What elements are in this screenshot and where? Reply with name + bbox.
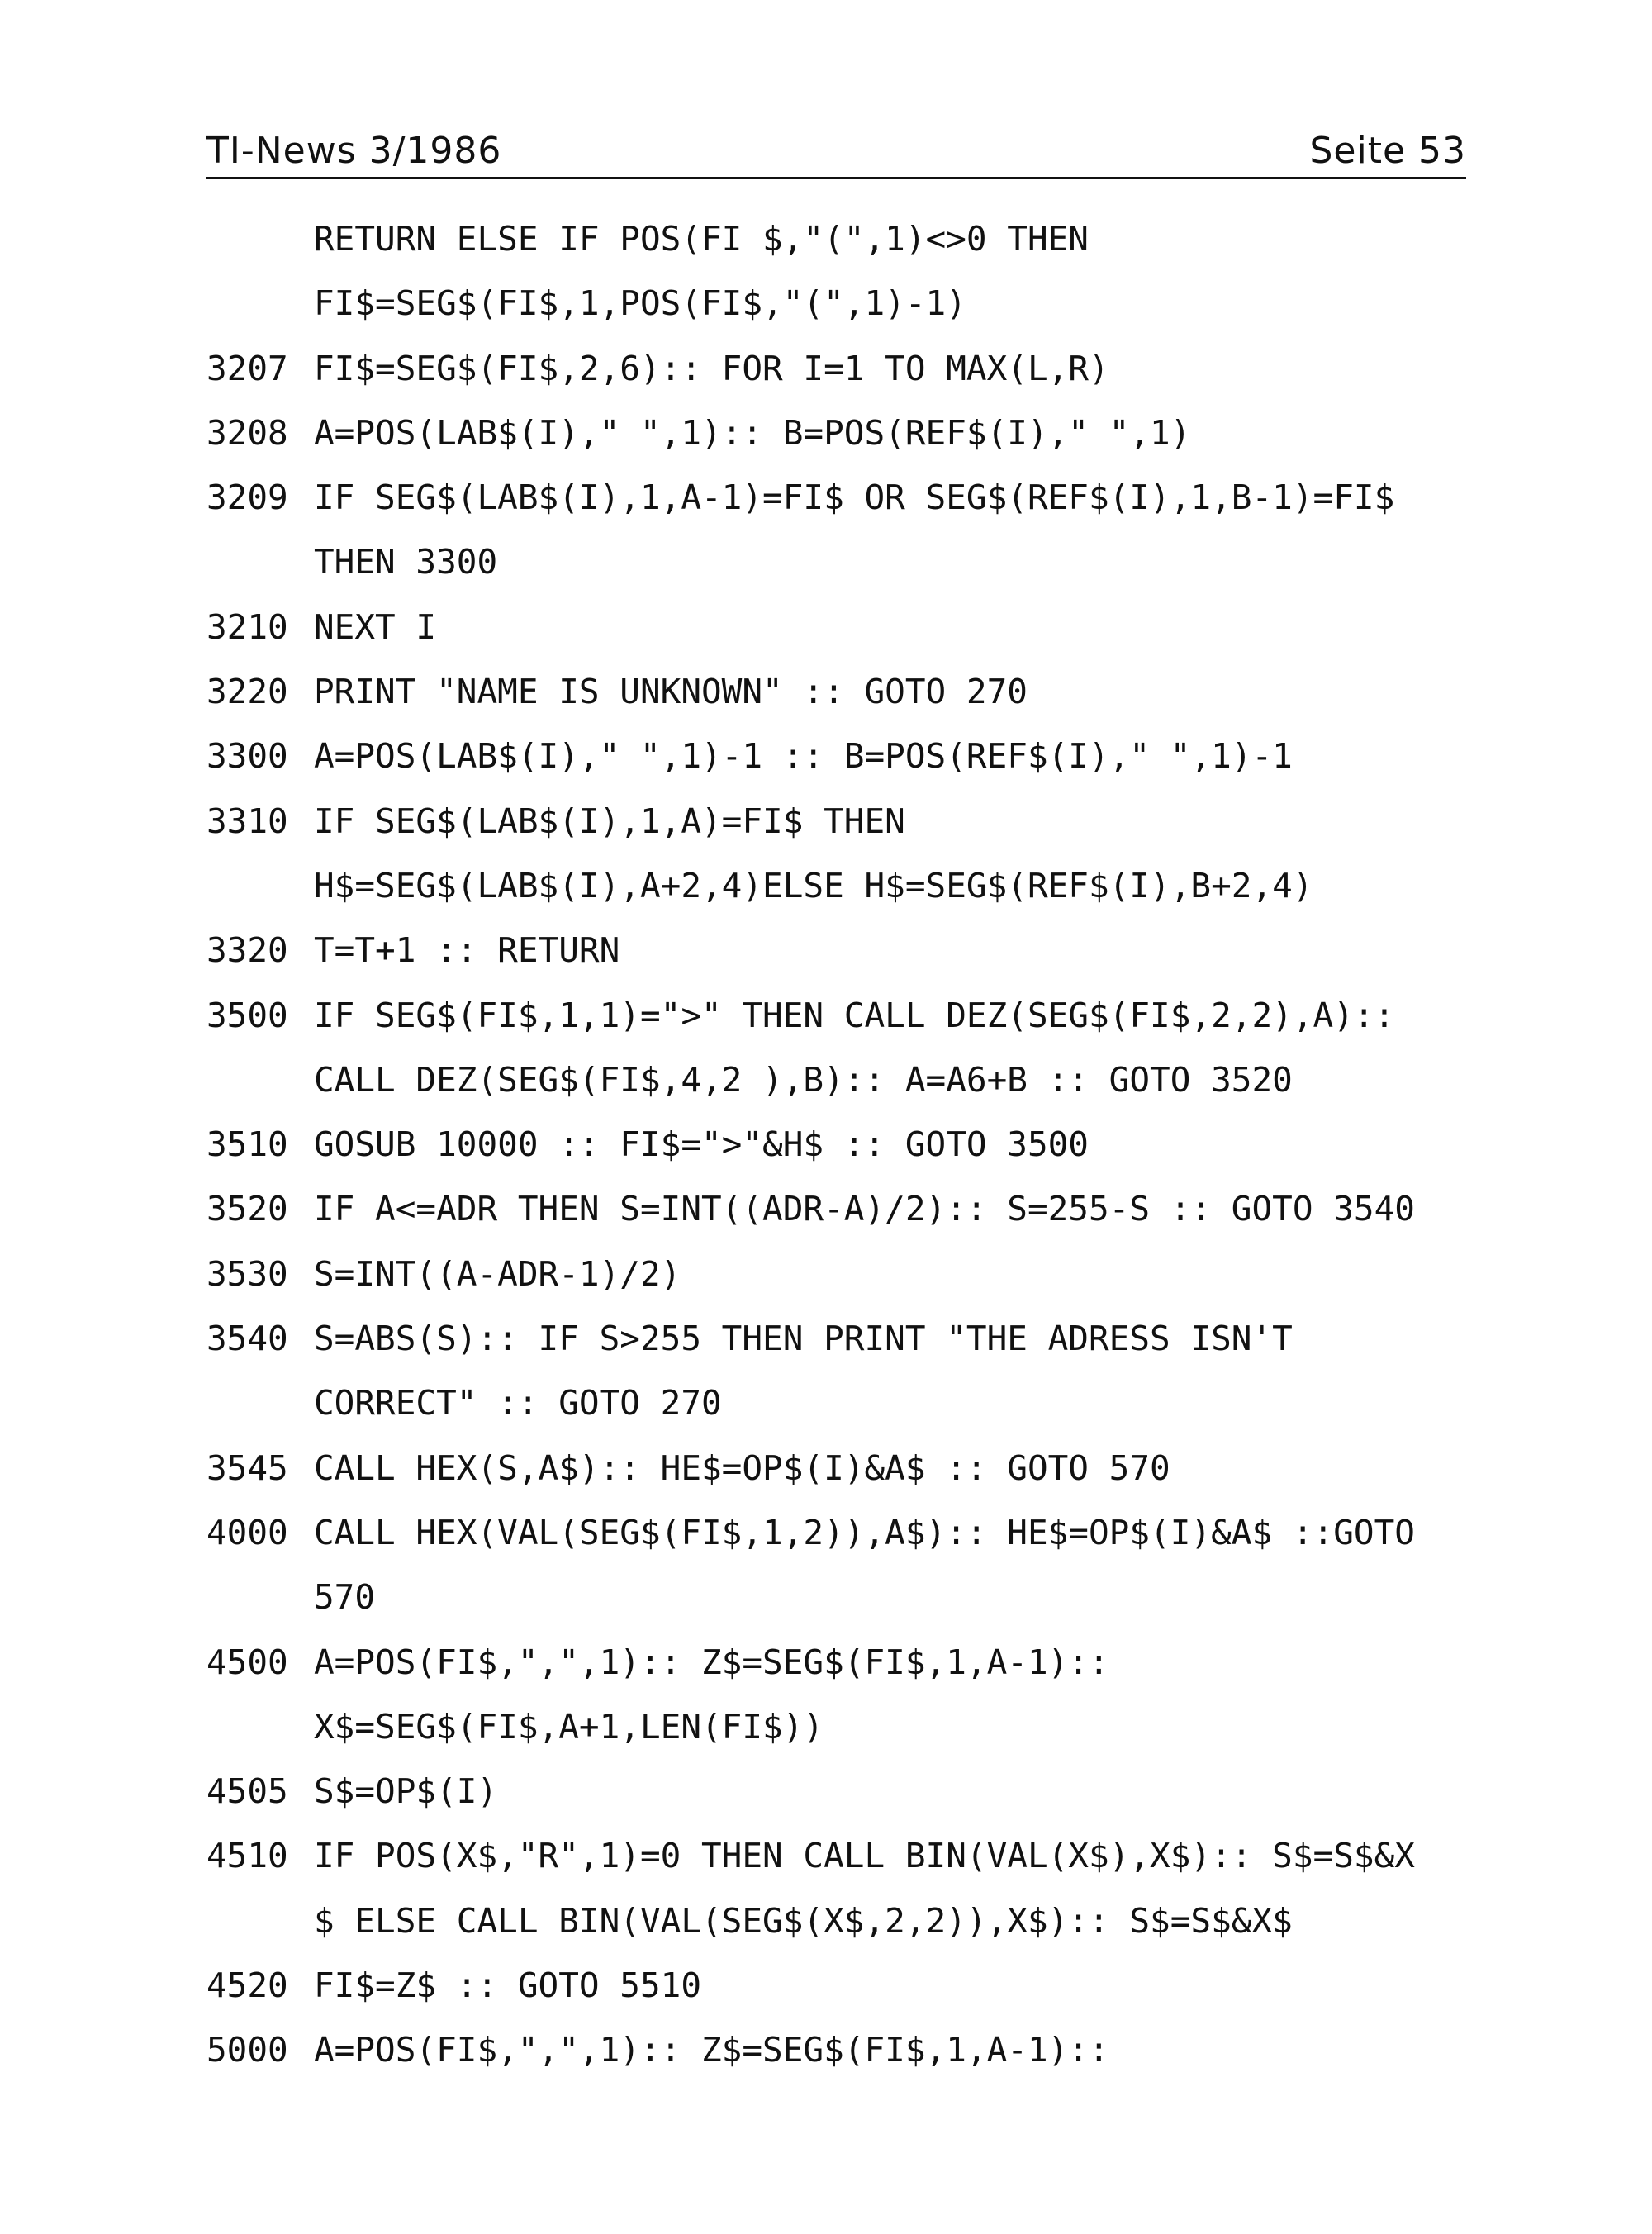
code-text: CALL HEX(S,A$):: HE$=OP$(I)&A$ :: GOTO 570 <box>314 1447 1170 1488</box>
code-text: NEXT I <box>314 606 437 647</box>
line-number: 3220 <box>206 672 288 712</box>
code-line-continuation <box>206 853 1479 918</box>
line-number: 3500 <box>206 995 288 1035</box>
code-text: PRINT "NAME IS UNKNOWN" :: GOTO 270 <box>314 672 1028 712</box>
code-text: $ ELSE CALL BIN(VAL(SEG$(X$,2,2)),X$):: S$=S$&X$ <box>314 1900 1293 1941</box>
code-text: A=POS(FI$,",",1):: Z$=SEG$(FI$,1,A-1):: <box>314 2030 1109 2070</box>
line-number: 3510 <box>206 1124 288 1165</box>
code-line <box>206 1500 1479 1565</box>
code-listing <box>206 207 1479 2083</box>
code-text: IF SEG$(LAB$(I),1,A-1)=FI$ OR SEG$(REF$(I),1,B-1)=FI$ <box>314 478 1395 518</box>
code-text: T=T+1 :: RETURN <box>314 930 620 971</box>
code-text: A=POS(LAB$(I)," ",1):: B=POS(REF$(I)," ",1) <box>314 412 1191 453</box>
code-line <box>206 1306 1479 1371</box>
code-text: IF SEG$(LAB$(I),1,A)=FI$ THEN <box>314 801 905 841</box>
code-text: FI$=SEG$(FI$,2,6):: FOR I=1 TO MAX(L,R) <box>314 348 1109 388</box>
code-line <box>206 401 1479 465</box>
line-number: 4000 <box>206 1512 288 1552</box>
code-line <box>206 2018 1479 2082</box>
line-number: 5000 <box>206 2030 288 2070</box>
code-line-continuation <box>206 1048 1479 1112</box>
code-text: A=POS(FI$,",",1):: Z$=SEG$(FI$,1,A-1):: <box>314 1642 1109 1682</box>
code-line <box>206 465 1479 530</box>
code-line-continuation <box>206 1889 1479 1953</box>
code-line <box>206 983 1479 1048</box>
line-number: 4510 <box>206 1836 288 1876</box>
line-number: 3210 <box>206 606 288 647</box>
code-line <box>206 659 1479 724</box>
line-number: 4520 <box>206 1965 288 2006</box>
code-text: FI$=SEG$(FI$,1,POS(FI$,"(",1)-1) <box>314 283 966 324</box>
line-number: 3540 <box>206 1319 288 1359</box>
code-text: IF A<=ADR THEN S=INT((ADR-A)/2):: S=255-S :: GOTO 3540 <box>314 1189 1415 1229</box>
line-number: 3320 <box>206 930 288 971</box>
code-line <box>206 1953 1479 2018</box>
code-line <box>206 1630 1479 1695</box>
code-text: S$=OP$(I) <box>314 1771 498 1812</box>
page-number: Seite 53 <box>1309 130 1466 172</box>
code-text: CORRECT" :: GOTO 270 <box>314 1383 722 1424</box>
code-line-continuation <box>206 271 1479 335</box>
line-number: 4505 <box>206 1771 288 1812</box>
code-text: RETURN ELSE IF POS(FI $,"(",1)<>0 THEN <box>314 219 1089 259</box>
line-number: 3207 <box>206 348 288 388</box>
line-number: 3520 <box>206 1189 288 1229</box>
code-line <box>206 1176 1479 1241</box>
code-line-continuation <box>206 1371 1479 1435</box>
code-text: CALL HEX(VAL(SEG$(FI$,1,2)),A$):: HE$=OP$(I)&A$ ::GOTO <box>314 1512 1415 1552</box>
code-text: IF POS(X$,"R",1)=0 THEN CALL BIN(VAL(X$),X$):: S$=S$&X <box>314 1836 1415 1876</box>
code-line <box>206 595 1479 659</box>
code-line <box>206 1436 1479 1500</box>
code-line-continuation <box>206 207 1479 271</box>
code-line <box>206 1242 1479 1306</box>
code-line-continuation <box>206 530 1479 594</box>
code-text: H$=SEG$(LAB$(I),A+2,4)ELSE H$=SEG$(REF$(I),B+2,4) <box>314 865 1313 905</box>
code-line <box>206 918 1479 982</box>
publication-title: TI-News 3/1986 <box>206 130 502 172</box>
line-number: 3545 <box>206 1447 288 1488</box>
code-text: 570 <box>314 1577 376 1618</box>
code-line-continuation <box>206 1695 1479 1759</box>
code-text: IF SEG$(FI$,1,1)=">" THEN CALL DEZ(SEG$(FI$,2,2),A):: <box>314 995 1395 1035</box>
line-number: 3310 <box>206 801 288 841</box>
page-header <box>206 124 1466 179</box>
line-number: 3209 <box>206 478 288 518</box>
code-line <box>206 1823 1479 1888</box>
code-text: CALL DEZ(SEG$(FI$,4,2 ),B):: A=A6+B :: GOTO 3520 <box>314 1059 1293 1100</box>
code-text: THEN 3300 <box>314 542 498 582</box>
line-number: 3530 <box>206 1253 288 1294</box>
code-line-continuation <box>206 1565 1479 1629</box>
code-line <box>206 789 1479 853</box>
code-line <box>206 1112 1479 1176</box>
line-number: 3208 <box>206 412 288 453</box>
code-line <box>206 724 1479 788</box>
code-text: S=ABS(S):: IF S>255 THEN PRINT "THE ADRESS ISN'T <box>314 1319 1293 1359</box>
line-number: 4500 <box>206 1642 288 1682</box>
code-line <box>206 336 1479 401</box>
code-text: S=INT((A-ADR-1)/2) <box>314 1253 681 1294</box>
line-number: 3300 <box>206 736 288 777</box>
code-text: FI$=Z$ :: GOTO 5510 <box>314 1965 701 2006</box>
code-text: GOSUB 10000 :: FI$=">"&H$ :: GOTO 3500 <box>314 1124 1089 1165</box>
code-text: A=POS(LAB$(I)," ",1)-1 :: B=POS(REF$(I)," ",1)-1 <box>314 736 1293 777</box>
code-line <box>206 1759 1479 1823</box>
code-text: X$=SEG$(FI$,A+1,LEN(FI$)) <box>314 1706 824 1747</box>
